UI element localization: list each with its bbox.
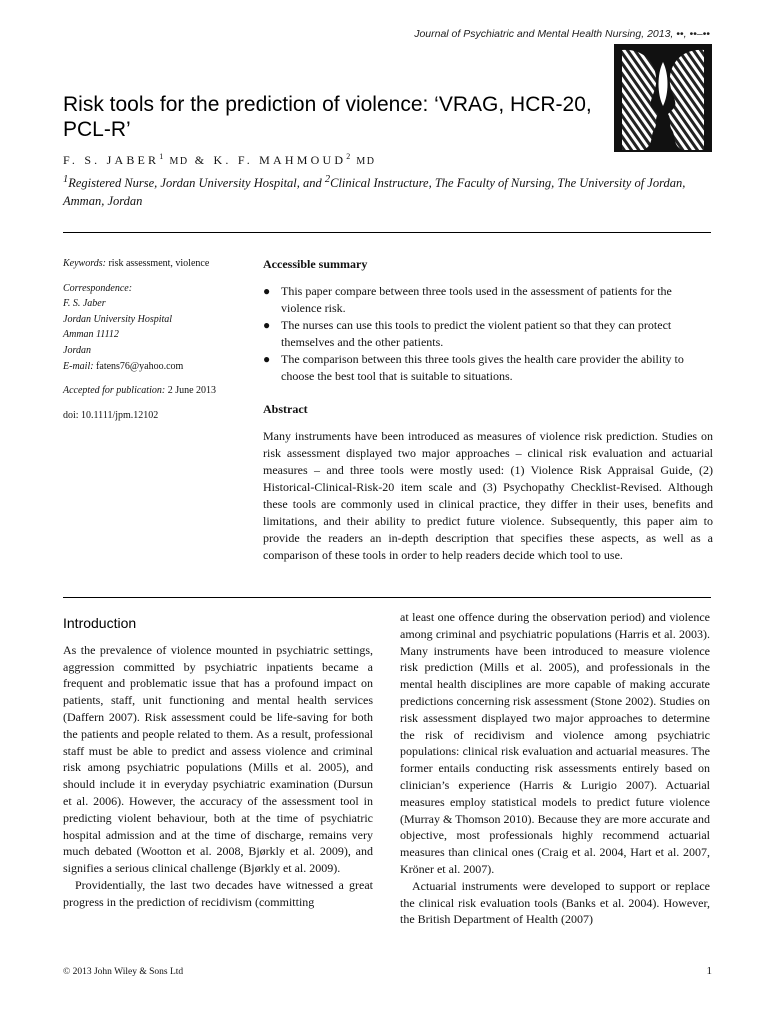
affil-mark-2: 2 <box>324 174 331 185</box>
body-paragraph: As the prevalence of violence mounted in psychiatric settings, aggression committed by psychiatric inpatients became a frequent and problematic issue that has a profound impact on patients, staff, unit functioning and mental health services (Daffern 2007). Risk assessment could be life-saving for both the patients and people related to them. As a result, professional staff must be able to predict and assess violence and criminal risk among psychiatric populations (Mills et al. 2005), and should include it in everyday psychiatric examination (Dursun et al. 2006). However, the accuracy of the assessment tool in predicting violent behaviour, both at the time of psychiatric hospital admission and at the time of discharge, remains very much debated (Wootton et al. 2008, Bjørkly et al. 2009), and signifies a serious clinical challenge (Bjørkly et al. 2009). <box>63 642 373 876</box>
correspondence-line: F. S. Jaber <box>63 298 106 310</box>
author-line <box>63 152 376 168</box>
summary-item-text: This paper compare between three tools used in the assessment of patients for the violence risk. <box>281 284 672 315</box>
introduction-heading: Introduction <box>63 615 137 631</box>
summary-item-text: The nurses can use this tools to predict the violent patient so that they can protect themselves and the other patients. <box>281 318 672 349</box>
correspondence-line: Amman 11112 <box>63 329 119 341</box>
bullet-icon: ● <box>263 318 271 332</box>
keywords <box>63 256 248 272</box>
abstract-heading: Abstract <box>263 402 308 416</box>
summary-item-text: The comparison between this three tools gives the health care provider the ability to choose the best tool that is suitable to situations. <box>281 352 684 383</box>
author-1-name: F. S. JABER <box>63 153 160 167</box>
summary-list <box>263 283 713 385</box>
body-paragraph: Actuarial instruments were developed to support or replace the clinical risk evaluation tools (Banks et al. 2004). However, the British Department of Health (2007) <box>400 878 710 927</box>
keywords-label: Keywords: <box>63 258 106 269</box>
header-divider <box>63 232 711 233</box>
email-link[interactable]: fatens76@yahoo.com <box>93 360 184 372</box>
correspondence-line: Jordan University Hospital <box>63 313 173 325</box>
summary-item <box>263 283 713 317</box>
body-paragraph: Providentially, the last two decades have witnessed a great progress in the prediction of recidivism (committing <box>63 877 373 909</box>
copyright-notice: © 2013 John Wiley & Sons Ltd <box>63 967 184 977</box>
summary-item <box>263 317 713 351</box>
correspondence-line: Jordan <box>63 344 91 356</box>
summary-item <box>263 351 713 385</box>
body-column-left <box>63 615 373 911</box>
email-label: E-mail: <box>63 360 94 372</box>
author-separator: & <box>194 153 208 167</box>
affil-text-1: Registered Nurse, Jordan University Hospital, and <box>68 176 325 191</box>
keywords-value: risk assessment, violence <box>105 258 210 269</box>
accepted-date: 2 June 2013 <box>165 385 217 397</box>
affil-text-2: Clinical Instructure, The Faculty of Nursing, The University of Jordan, Amman, Jordan <box>63 176 686 209</box>
article-info-sidebar <box>63 256 248 423</box>
body-column-right <box>400 609 710 928</box>
journal-logo <box>614 44 712 152</box>
page-number: 1 <box>706 965 712 977</box>
journal-running-header: Journal of Psychiatric and Mental Health Nursing, 2013, ••, ••–•• <box>414 28 710 40</box>
author-1-affil-mark: 1 <box>159 152 164 161</box>
bullet-icon: ● <box>263 352 271 366</box>
abstract-text: Many instruments have been introduced as measures of violence risk prediction. Studies on risk assessment displayed two major approaches – clinical risk evaluation and actuarial measures – and three tools were mostly used: (1) Violence Risk Appraisal Guide, (2) Historical-Clinical-Risk-20 item scale and (3) Psychopathy Checklist-Revised. Although these tools are commonly used in clinical practice, they differ in their uses, benefits and limitations, and their ability to predict future violence. Subsequently, this paper aim to provide the readers an in-depth description that specifies these aspects, as well as a comparison of these tools in order to help readers decide which tool to use. <box>263 429 713 562</box>
author-2-name: K. F. MAHMOUD <box>213 153 347 167</box>
correspondence-label: Correspondence: <box>63 282 133 294</box>
body-paragraph: at least one offence during the observation period) and violence among criminal and psychiatric populations (Harris et al. 2003). Many instruments have been introduced to measure violence risk prediction (Mills et al. 2005), and professionals in the mental health disciplines are more capable of making accurate predictions concerning risk assessment (Stone 2002). Studies on risk assessment displayed two major approaches to determine the risk of recidivism and violence among psychiatric populations: clinical risk evaluation and actuarial measures. The former entails conducting risk assessments entirely based on clinician’s experience (Harris & Lurigio 2007). Actuarial measures employ statistical models to predict future violence (Murray & Thomson 2010). Because they are more accurate and objective, most professionals highly recommend actuarial measures than clinical ones (Craig et al. 2004, Hart et al. 2007, Kröner et al. 2007). <box>400 610 710 876</box>
accepted-label: Accepted for publication: <box>63 385 166 397</box>
abstract-divider <box>63 597 711 598</box>
doi-link[interactable]: doi: 10.1111/jpm.12102 <box>63 409 159 421</box>
bullet-icon: ● <box>263 284 271 298</box>
article-title: Risk tools for the prediction of violence: ‘VRAG, HCR-20, PCL-R’ <box>63 93 592 141</box>
author-2-affil-mark: 2 <box>346 152 351 161</box>
summary-heading: Accessible summary <box>263 257 368 271</box>
affil-mark-1: 1 <box>63 174 69 185</box>
author-1-degree: MD <box>169 156 189 167</box>
affiliations <box>63 171 713 210</box>
abstract-section <box>263 401 713 564</box>
author-2-degree: MD <box>356 156 376 167</box>
accessible-summary <box>263 256 713 385</box>
